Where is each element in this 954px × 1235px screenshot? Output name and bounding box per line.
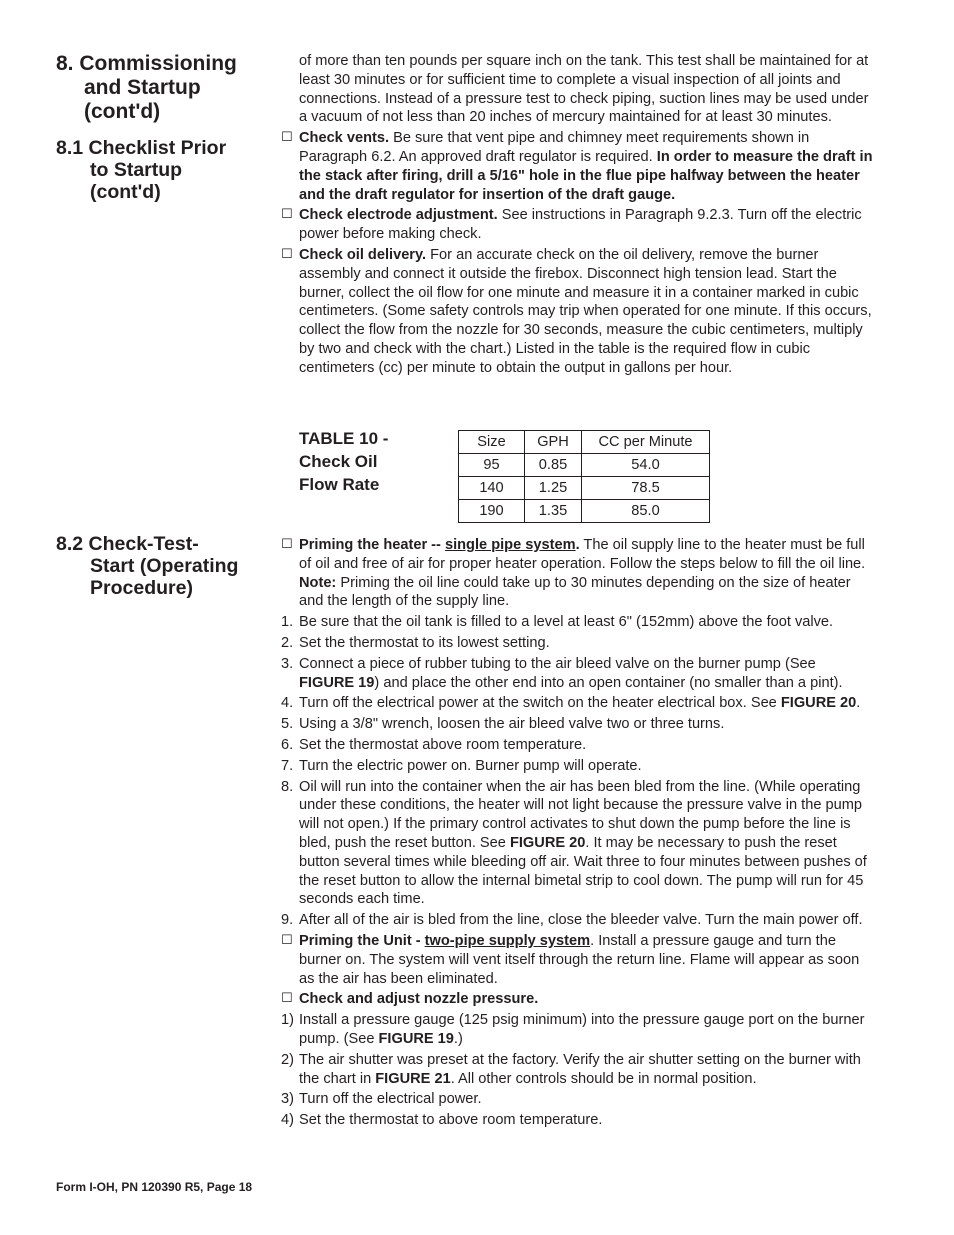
table-row [459, 477, 710, 500]
checkbox-icon: ☐ [281, 932, 293, 948]
list-item: 2. Set the thermostat to its lowest setting. [281, 634, 550, 651]
table-cell: 140 [459, 477, 525, 500]
heading-line: and Startup [84, 76, 201, 99]
table-caption: TABLE 10 - Check Oil Flow Rate [299, 429, 389, 494]
table-row [459, 454, 710, 477]
table-cell: 1.25 [525, 477, 582, 500]
list-item: 1) Install a pressure gauge (125 psig minimum) into the pressure gauge port on the burner pump. (See FIGURE 19.) [281, 1012, 865, 1047]
section-heading-commissioning [56, 52, 271, 124]
checkbox-icon: ☐ [281, 207, 293, 223]
list-item: 2) The air shutter was preset at the factory. Verify the air shutter setting on the burner with the chart in FIGURE 21. All other controls should be in normal position. [281, 1051, 861, 1087]
section-heading-check-test-start [56, 533, 256, 599]
priming-single-pipe-item: ☐ Priming the heater -- single pipe system. The oil supply line to the heater must be full of oil and free of air for proper heater operation. Follow the steps below to fill the oil line. Note: Priming the oil line could take up to 30 minutes depending on the size of heater and the length of the supply line. [281, 537, 866, 610]
table-cell: 95 [459, 454, 525, 477]
list-item: 5. Using a 3/8" wrench, loosen the air bleed valve two or three turns. [281, 716, 725, 733]
list-item: 8. Oil will run into the container when the air has been bled from the line. (While operating under these conditions, the heater will not light because the pressure valve in the pump will not open.) If the primary control activates to shut down the pump before the line is bled, push the reset button. See FIGURE 20. It may be necessary to push the reset button several times while bleeding off air. Wait three to four minutes between pushes of the reset button to allow the internal bimetal strip to cool down. The pump will run for 45 seconds each time. [281, 778, 867, 908]
list-item: 3) Turn off the electrical power. [281, 1091, 482, 1108]
table-cell: 85.0 [582, 500, 710, 523]
table-row [459, 500, 710, 523]
heading-line: (cont'd) [90, 181, 161, 203]
check-test-start-body [281, 536, 873, 1130]
heading-line: 8.1 Checklist Prior [56, 137, 227, 159]
table-cell: 78.5 [582, 477, 710, 500]
list-item: 4. Turn off the electrical power at the switch on the heater electrical box. See FIGURE 20. [281, 695, 861, 712]
table-cell: 190 [459, 500, 525, 523]
checkbox-icon: ☐ [281, 246, 293, 262]
check-oil-delivery-item: ☐ Check oil delivery. For an accurate check on the oil delivery, remove the burner assembly and connect it outside the firebox. Disconnect high tension lead. Start the burner, collect the oil flow for one minute and measure it in a container marked in cubic centimeters. (Some safety controls may trip when operated for one minute. If this occurs, collect the flow from the nozzle for 30 seconds, measure the cubic centimeters, multiply by two and check with the chart.) Listed in the table is the required flow in cubic centimeters (cc) per minute to obtain the output in gallons per hour. [281, 246, 872, 376]
priming-two-pipe-item: ☐ Priming the Unit - two-pipe supply system. Install a pressure gauge and turn the burner on. The system will vent itself through the return line. Flame will appear as soon as the air has been eliminated. [281, 932, 860, 987]
table-header-cell: GPH [525, 431, 582, 454]
table-header-cell: Size [459, 431, 525, 454]
heading-line: to Startup [90, 159, 183, 181]
list-item: 4) Set the thermostat to above room temperature. [281, 1112, 603, 1129]
heading-line: 8. Commissioning [56, 52, 237, 75]
checklist-body [281, 52, 873, 378]
check-vents-item: ☐ Check vents. Be sure that vent pipe and chimney meet requirements shown in Paragraph 6.2. An approved draft regulator is required. In order to measure the draft in the stack after firing, drill a 5/16" hole in the flue pipe halfway between the heater and the draft regulator for insertion of the draft gauge. [281, 130, 873, 203]
heading-line: Procedure) [90, 577, 193, 599]
checkbox-icon: ☐ [281, 130, 293, 146]
list-item: 7. Turn the electric power on. Burner pump will operate. [281, 757, 642, 774]
table-header-row [459, 431, 710, 454]
table-cell: 54.0 [582, 454, 710, 477]
oil-flow-rate-table [458, 430, 710, 523]
table-header-cell: CC per Minute [582, 431, 710, 454]
intro-paragraph: of more than ten pounds per square inch on the tank. This test shall be maintained for at least 30 minutes or for sufficient time to complete a visual inspection of all joints and connections. Instead of a pressure test to check piping, suction lines may be used under a vacuum of not less than 20 inches of mercury maintained for at least 30 minutes. [299, 53, 869, 126]
list-item: 9. After all of the air is bled from the line, close the bleeder valve. Turn the main power off. [281, 912, 863, 929]
heading-line: Start (Operating [90, 555, 239, 577]
checkbox-icon: ☐ [281, 537, 293, 552]
section-heading-checklist [56, 137, 256, 203]
nozzle-pressure-item: ☐ Check and adjust nozzle pressure. [281, 991, 539, 1008]
table-cell: 1.35 [525, 500, 582, 523]
list-item: 3. Connect a piece of rubber tubing to the air bleed valve on the burner pump (See FIGURE 19) and place the other end into an open container (no smaller than a pint). [281, 655, 843, 691]
heading-line: (cont'd) [84, 100, 161, 123]
page-footer: Form I-OH, PN 120390 R5, Page 18 [56, 1180, 253, 1194]
list-item: 6. Set the thermostat above room temperature. [281, 736, 587, 753]
check-electrode-item: ☐ Check electrode adjustment. See instructions in Paragraph 9.2.3. Turn off the electric power before making check. [281, 207, 862, 243]
heading-line: 8.2 Check-Test- [56, 533, 199, 555]
list-item: 1. Be sure that the oil tank is filled to a level at least 6" (152mm) above the foot valve. [281, 614, 834, 631]
checkbox-icon: ☐ [281, 991, 293, 1007]
table-cell: 0.85 [525, 454, 582, 477]
